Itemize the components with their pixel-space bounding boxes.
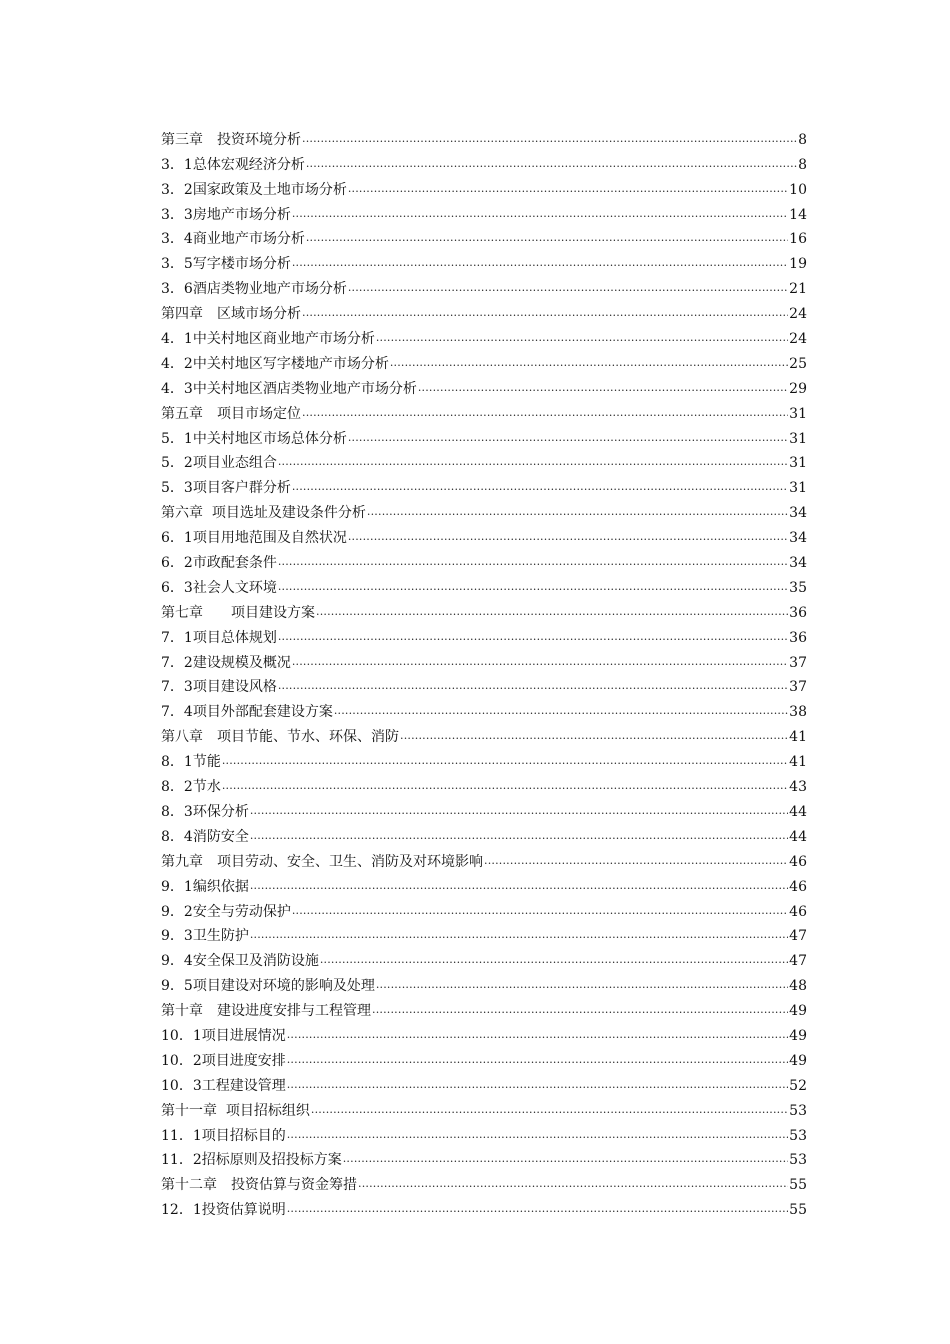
toc-entry[interactable] xyxy=(161,224,807,249)
toc-entry-page-number: 55 xyxy=(789,1202,807,1219)
toc-entry-title: 8．3环保分析 xyxy=(161,803,249,820)
toc-dot-leader xyxy=(400,728,788,746)
toc-entry-title: 10．2项目进度安排 xyxy=(161,1052,286,1069)
toc-entry[interactable] xyxy=(161,1169,807,1194)
toc-entry[interactable] xyxy=(161,896,807,921)
toc-dot-leader xyxy=(302,131,797,149)
toc-entry[interactable] xyxy=(161,721,807,746)
table-of-contents xyxy=(161,124,807,1219)
toc-entry-page-number: 43 xyxy=(789,779,807,796)
toc-entry-page-number: 24 xyxy=(789,331,807,348)
toc-entry-page-number: 52 xyxy=(789,1077,807,1094)
toc-entry-title: 第十一章 项目招标组织 xyxy=(161,1102,310,1119)
toc-entry-title: 7．4项目外部配套建设方案 xyxy=(161,704,333,721)
toc-entry-title: 3．5写字楼市场分析 xyxy=(161,256,291,273)
toc-entry-title: 第十二章 投资估算与资金筹措 xyxy=(161,1177,357,1194)
toc-entry-page-number: 48 xyxy=(789,978,807,995)
toc-entry[interactable] xyxy=(161,647,807,672)
toc-entry[interactable] xyxy=(161,970,807,995)
toc-entry-title: 9．2安全与劳动保护 xyxy=(161,903,291,920)
toc-entry-title: 第三章 投资环境分析 xyxy=(161,131,301,148)
toc-entry-title: 7．1项目总体规划 xyxy=(161,629,277,646)
toc-entry-page-number: 46 xyxy=(789,903,807,920)
toc-dot-leader xyxy=(287,1201,788,1219)
toc-entry-title: 11．2招标原则及招投标方案 xyxy=(161,1152,342,1169)
toc-entry-page-number: 35 xyxy=(789,579,807,596)
toc-entry-title: 6．2市政配套条件 xyxy=(161,555,277,572)
toc-dot-leader xyxy=(250,828,788,846)
toc-dot-leader xyxy=(348,529,788,547)
toc-entry-page-number: 31 xyxy=(789,480,807,497)
toc-entry[interactable] xyxy=(161,448,807,473)
toc-entry-title: 10．1项目进展情况 xyxy=(161,1027,286,1044)
toc-entry-page-number: 8 xyxy=(798,156,807,173)
toc-dot-leader xyxy=(334,703,788,721)
toc-entry[interactable] xyxy=(161,572,807,597)
toc-entry-title: 第四章 区域市场分析 xyxy=(161,306,301,323)
toc-entry[interactable] xyxy=(161,298,807,323)
toc-dot-leader xyxy=(278,678,788,696)
toc-entry[interactable] xyxy=(161,497,807,522)
toc-dot-leader xyxy=(287,1027,788,1045)
toc-entry-title: 7．2建设规模及概况 xyxy=(161,654,291,671)
toc-entry-title: 7．3项目建设风格 xyxy=(161,679,277,696)
toc-dot-leader xyxy=(484,853,788,871)
toc-entry-title: 8．2节水 xyxy=(161,779,221,796)
toc-entry-title: 9．4安全保卫及消防设施 xyxy=(161,953,319,970)
toc-entry-title: 第六章 项目选址及建设条件分析 xyxy=(161,505,366,522)
toc-entry-page-number: 47 xyxy=(789,928,807,945)
toc-entry[interactable] xyxy=(161,871,807,896)
toc-dot-leader xyxy=(367,504,788,522)
toc-dot-leader xyxy=(250,803,788,821)
toc-entry-page-number: 49 xyxy=(789,1003,807,1020)
toc-entry[interactable] xyxy=(161,149,807,174)
toc-entry[interactable] xyxy=(161,423,807,448)
toc-entry[interactable] xyxy=(161,696,807,721)
toc-dot-leader xyxy=(418,380,788,398)
toc-dot-leader xyxy=(278,579,788,597)
toc-entry-title: 5．2项目业态组合 xyxy=(161,455,277,472)
toc-entry-page-number: 19 xyxy=(789,256,807,273)
toc-entry-page-number: 36 xyxy=(789,629,807,646)
toc-entry-title: 3．1总体宏观经济分析 xyxy=(161,156,305,173)
toc-entry[interactable] xyxy=(161,921,807,946)
toc-dot-leader xyxy=(358,1176,788,1194)
toc-entry-page-number: 53 xyxy=(789,1152,807,1169)
toc-entry-title: 第八章 项目节能、节水、环保、消防 xyxy=(161,729,399,746)
toc-dot-leader xyxy=(348,181,788,199)
toc-entry-page-number: 31 xyxy=(789,455,807,472)
toc-entry-title: 6．3社会人文环境 xyxy=(161,579,277,596)
toc-dot-leader xyxy=(222,778,788,796)
toc-dot-leader xyxy=(278,629,788,647)
toc-entry[interactable] xyxy=(161,323,807,348)
toc-dot-leader xyxy=(292,903,788,921)
toc-dot-leader xyxy=(316,604,788,622)
toc-entry-title: 12．1投资估算说明 xyxy=(161,1202,286,1219)
toc-entry-page-number: 49 xyxy=(789,1027,807,1044)
toc-entry-title: 5．3项目客户群分析 xyxy=(161,480,291,497)
toc-entry-page-number: 46 xyxy=(789,853,807,870)
toc-dot-leader xyxy=(250,927,788,945)
toc-entry[interactable] xyxy=(161,672,807,697)
toc-entry-page-number: 41 xyxy=(789,729,807,746)
toc-entry[interactable] xyxy=(161,995,807,1020)
toc-entry[interactable] xyxy=(161,796,807,821)
toc-dot-leader xyxy=(292,206,788,224)
toc-entry-page-number: 14 xyxy=(789,206,807,223)
toc-dot-leader xyxy=(390,355,788,373)
toc-entry[interactable] xyxy=(161,373,807,398)
toc-entry[interactable] xyxy=(161,1020,807,1045)
toc-entry-title: 4．1中关村地区商业地产市场分析 xyxy=(161,331,375,348)
toc-entry-page-number: 55 xyxy=(789,1177,807,1194)
toc-entry[interactable] xyxy=(161,547,807,572)
toc-entry[interactable] xyxy=(161,348,807,373)
toc-dot-leader xyxy=(311,1102,788,1120)
toc-entry-title: 4．2中关村地区写字楼地产市场分析 xyxy=(161,355,389,372)
toc-entry[interactable] xyxy=(161,1194,807,1219)
toc-entry-page-number: 31 xyxy=(789,430,807,447)
toc-dot-leader xyxy=(292,654,788,672)
toc-entry-title: 3．6酒店类物业地产市场分析 xyxy=(161,281,347,298)
toc-entry-page-number: 38 xyxy=(789,704,807,721)
toc-entry-page-number: 16 xyxy=(789,231,807,248)
toc-dot-leader xyxy=(372,1002,788,1020)
toc-entry[interactable] xyxy=(161,1120,807,1145)
toc-entry[interactable] xyxy=(161,248,807,273)
toc-entry-page-number: 49 xyxy=(789,1052,807,1069)
toc-entry-title: 第九章 项目劳动、安全、卫生、消防及对环境影响 xyxy=(161,853,483,870)
toc-dot-leader xyxy=(376,977,788,995)
toc-entry-page-number: 10 xyxy=(789,181,807,198)
toc-entry[interactable] xyxy=(161,846,807,871)
toc-dot-leader xyxy=(292,255,788,273)
toc-entry-page-number: 29 xyxy=(789,380,807,397)
toc-entry-title: 第十章 建设进度安排与工程管理 xyxy=(161,1003,371,1020)
toc-entry-page-number: 34 xyxy=(789,555,807,572)
toc-dot-leader xyxy=(306,230,788,248)
toc-entry-page-number: 34 xyxy=(789,530,807,547)
toc-dot-leader xyxy=(292,479,788,497)
toc-entry[interactable] xyxy=(161,746,807,771)
toc-entry[interactable] xyxy=(161,1145,807,1170)
toc-entry[interactable] xyxy=(161,821,807,846)
toc-dot-leader xyxy=(302,305,788,323)
toc-entry-title: 第七章 项目建设方案 xyxy=(161,604,315,621)
toc-entry-page-number: 37 xyxy=(789,679,807,696)
toc-dot-leader xyxy=(306,156,797,174)
toc-entry-page-number: 34 xyxy=(789,505,807,522)
toc-dot-leader xyxy=(287,1127,788,1145)
toc-dot-leader xyxy=(222,753,788,771)
toc-entry[interactable] xyxy=(161,398,807,423)
toc-dot-leader xyxy=(376,330,788,348)
toc-dot-leader xyxy=(278,554,788,572)
toc-entry-page-number: 24 xyxy=(789,306,807,323)
toc-entry-page-number: 44 xyxy=(789,803,807,820)
toc-entry[interactable] xyxy=(161,472,807,497)
toc-entry-title: 4．3中关村地区酒店类物业地产市场分析 xyxy=(161,380,417,397)
toc-entry-title: 9．1编织依据 xyxy=(161,878,249,895)
toc-entry-title: 9．3卫生防护 xyxy=(161,928,249,945)
toc-entry[interactable] xyxy=(161,622,807,647)
toc-entry-title: 3．3房地产市场分析 xyxy=(161,206,291,223)
toc-entry-title: 9．5项目建设对环境的影响及处理 xyxy=(161,978,375,995)
toc-entry[interactable] xyxy=(161,1045,807,1070)
toc-entry-title: 10．3工程建设管理 xyxy=(161,1077,286,1094)
toc-entry[interactable] xyxy=(161,771,807,796)
toc-entry[interactable] xyxy=(161,174,807,199)
toc-dot-leader xyxy=(287,1052,788,1070)
toc-entry-page-number: 8 xyxy=(798,131,807,148)
toc-entry[interactable] xyxy=(161,597,807,622)
toc-entry[interactable] xyxy=(161,945,807,970)
toc-dot-leader xyxy=(348,280,788,298)
toc-entry-page-number: 46 xyxy=(789,878,807,895)
toc-entry-title: 8．1节能 xyxy=(161,754,221,771)
toc-entry-page-number: 47 xyxy=(789,953,807,970)
toc-dot-leader xyxy=(250,878,788,896)
toc-entry-page-number: 37 xyxy=(789,654,807,671)
toc-entry-page-number: 21 xyxy=(789,281,807,298)
toc-entry-page-number: 53 xyxy=(789,1127,807,1144)
toc-entry-page-number: 36 xyxy=(789,604,807,621)
toc-dot-leader xyxy=(320,952,788,970)
toc-entry[interactable] xyxy=(161,273,807,298)
toc-entry[interactable] xyxy=(161,522,807,547)
toc-entry-page-number: 25 xyxy=(789,355,807,372)
toc-entry-page-number: 53 xyxy=(789,1102,807,1119)
toc-entry-title: 6．1项目用地范围及自然状况 xyxy=(161,530,347,547)
toc-dot-leader xyxy=(348,430,788,448)
toc-entry[interactable] xyxy=(161,124,807,149)
toc-entry[interactable] xyxy=(161,1070,807,1095)
toc-dot-leader xyxy=(302,405,788,423)
toc-entry-title: 3．2国家政策及土地市场分析 xyxy=(161,181,347,198)
toc-entry[interactable] xyxy=(161,199,807,224)
toc-entry-title: 第五章 项目市场定位 xyxy=(161,405,301,422)
toc-entry-page-number: 31 xyxy=(789,405,807,422)
toc-entry-title: 5．1中关村地区市场总体分析 xyxy=(161,430,347,447)
toc-entry-title: 3．4商业地产市场分析 xyxy=(161,231,305,248)
toc-dot-leader xyxy=(278,454,788,472)
toc-entry-title: 8．4消防安全 xyxy=(161,828,249,845)
toc-dot-leader xyxy=(287,1077,788,1095)
toc-entry-title: 11．1项目招标目的 xyxy=(161,1127,286,1144)
toc-dot-leader xyxy=(343,1151,788,1169)
toc-entry-page-number: 41 xyxy=(789,754,807,771)
toc-entry-page-number: 44 xyxy=(789,828,807,845)
toc-entry[interactable] xyxy=(161,1095,807,1120)
